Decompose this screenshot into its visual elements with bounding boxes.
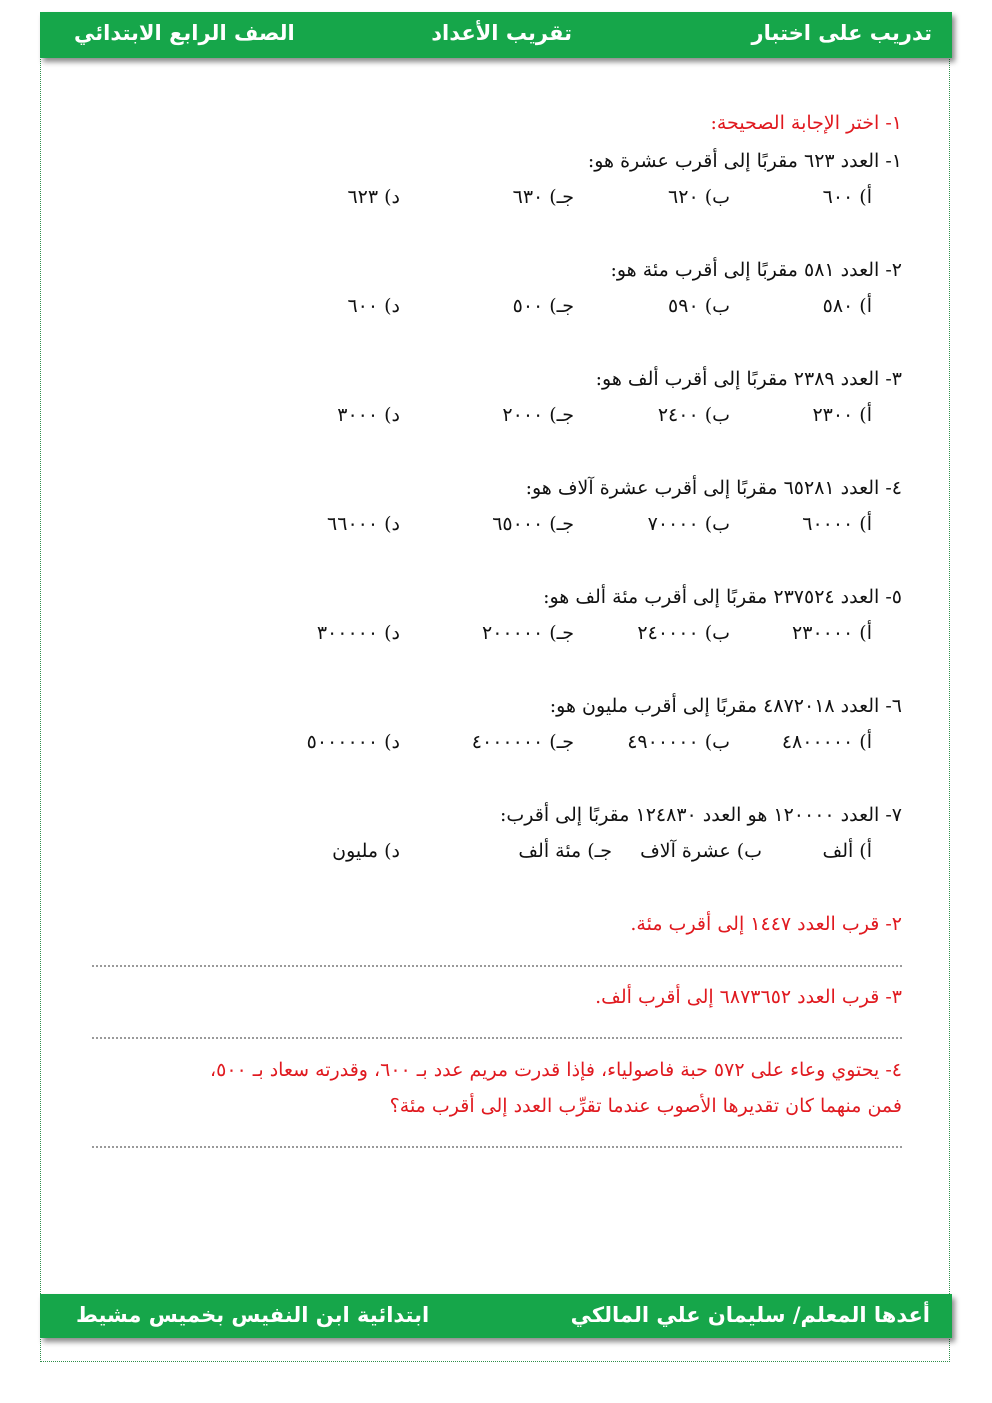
- question-2: ٢- العدد ٥٨١ مقربًا إلى أقرب مئة هو:: [610, 259, 902, 281]
- page-frame: [40, 22, 950, 1362]
- answer-line-4[interactable]: [92, 1146, 902, 1148]
- answer-line-2[interactable]: [92, 965, 902, 967]
- section4-question-line1: ٤- يحتوي وعاء على ٥٧٢ حبة فاصولياء، فإذا قدرت مريم عدد بـ ٦٠٠، وقدرته سعاد بـ ٥٠٠،: [210, 1059, 902, 1081]
- q7-option-c[interactable]: جـ) مئة ألف: [518, 840, 612, 862]
- section1-title: ١- اختر الإجابة الصحيحة:: [710, 112, 902, 134]
- q1-option-d[interactable]: د) ٦٢٣: [347, 186, 400, 208]
- q5-option-b[interactable]: ب) ٢٤٠٠٠٠: [637, 622, 730, 644]
- q7-option-b[interactable]: ب) عشرة آلاف: [640, 840, 762, 862]
- q3-option-b[interactable]: ب) ٢٤٠٠: [657, 404, 730, 426]
- footer-teacher: أعدها المعلم/ سليمان علي المالكي: [570, 1303, 930, 1327]
- q7-option-a[interactable]: أ) ألف: [822, 840, 872, 862]
- q4-option-d[interactable]: د) ٦٦٠٠٠: [327, 513, 400, 535]
- q6-option-c[interactable]: جـ) ٤٠٠٠٠٠٠: [471, 731, 574, 753]
- q5-option-d[interactable]: د) ٣٠٠٠٠٠: [316, 622, 400, 644]
- q5-option-c[interactable]: جـ) ٢٠٠٠٠٠: [482, 622, 574, 644]
- q2-option-d[interactable]: د) ٦٠٠: [347, 295, 400, 317]
- q4-option-a[interactable]: أ) ٦٠٠٠٠: [802, 513, 872, 535]
- q1-option-b[interactable]: ب) ٦٢٠: [668, 186, 730, 208]
- q4-option-c[interactable]: جـ) ٦٥٠٠٠: [492, 513, 574, 535]
- header-title-center: تقريب الأعداد: [431, 21, 572, 45]
- answer-line-3[interactable]: [92, 1037, 902, 1039]
- q2-option-a[interactable]: أ) ٥٨٠: [822, 295, 872, 317]
- header-title-left: الصف الرابع الابتدائي: [74, 21, 295, 45]
- question-3: ٣- العدد ٢٣٨٩ مقربًا إلى أقرب ألف هو:: [595, 368, 902, 390]
- question-7: ٧- العدد ١٢٠٠٠٠ هو العدد ١٢٤٨٣٠ مقربًا إلى أقرب:: [500, 804, 902, 826]
- q6-option-d[interactable]: د) ٥٠٠٠٠٠٠: [306, 731, 400, 753]
- q1-option-c[interactable]: جـ) ٦٣٠: [512, 186, 574, 208]
- question-4: ٤- العدد ٦٥٢٨١ مقربًا إلى أقرب عشرة آلاف هو:: [525, 477, 902, 499]
- section2-question: ٢- قرب العدد ١٤٤٧ إلى أقرب مئة.: [630, 913, 902, 935]
- section4-question-line2: فمن منهما كان تقديرها الأصوب عندما تقرِّب العدد إلى أقرب مئة؟: [389, 1095, 902, 1117]
- q3-option-a[interactable]: أ) ٢٣٠٠: [812, 404, 872, 426]
- q1-option-a[interactable]: أ) ٦٠٠: [822, 186, 872, 208]
- q6-option-b[interactable]: ب) ٤٩٠٠٠٠٠: [627, 731, 730, 753]
- q7-option-d[interactable]: د) مليون: [332, 840, 400, 862]
- section3-question: ٣- قرب العدد ٦٨٧٣٦٥٢ إلى أقرب ألف.: [595, 986, 902, 1008]
- q3-option-d[interactable]: د) ٣٠٠٠: [337, 404, 400, 426]
- q2-option-b[interactable]: ب) ٥٩٠: [668, 295, 730, 317]
- q5-option-a[interactable]: أ) ٢٣٠٠٠٠: [792, 622, 872, 644]
- q2-option-c[interactable]: جـ) ٥٠٠: [512, 295, 574, 317]
- footer-school: ابتدائية ابن النفيس بخميس مشيط: [76, 1303, 430, 1327]
- q4-option-b[interactable]: ب) ٧٠٠٠٠: [647, 513, 730, 535]
- footer-band: [40, 1294, 952, 1338]
- question-5: ٥- العدد ٢٣٧٥٢٤ مقربًا إلى أقرب مئة ألف هو:: [543, 586, 902, 608]
- q3-option-c[interactable]: جـ) ٢٠٠٠: [502, 404, 574, 426]
- question-1: ١- العدد ٦٢٣ مقربًا إلى أقرب عشرة هو:: [587, 150, 902, 172]
- header-band: [40, 12, 952, 58]
- header-title-right: تدريب على اختبار: [751, 21, 932, 45]
- question-6: ٦- العدد ٤٨٧٢٠١٨ مقربًا إلى أقرب مليون هو:: [549, 695, 902, 717]
- q6-option-a[interactable]: أ) ٤٨٠٠٠٠٠: [781, 731, 872, 753]
